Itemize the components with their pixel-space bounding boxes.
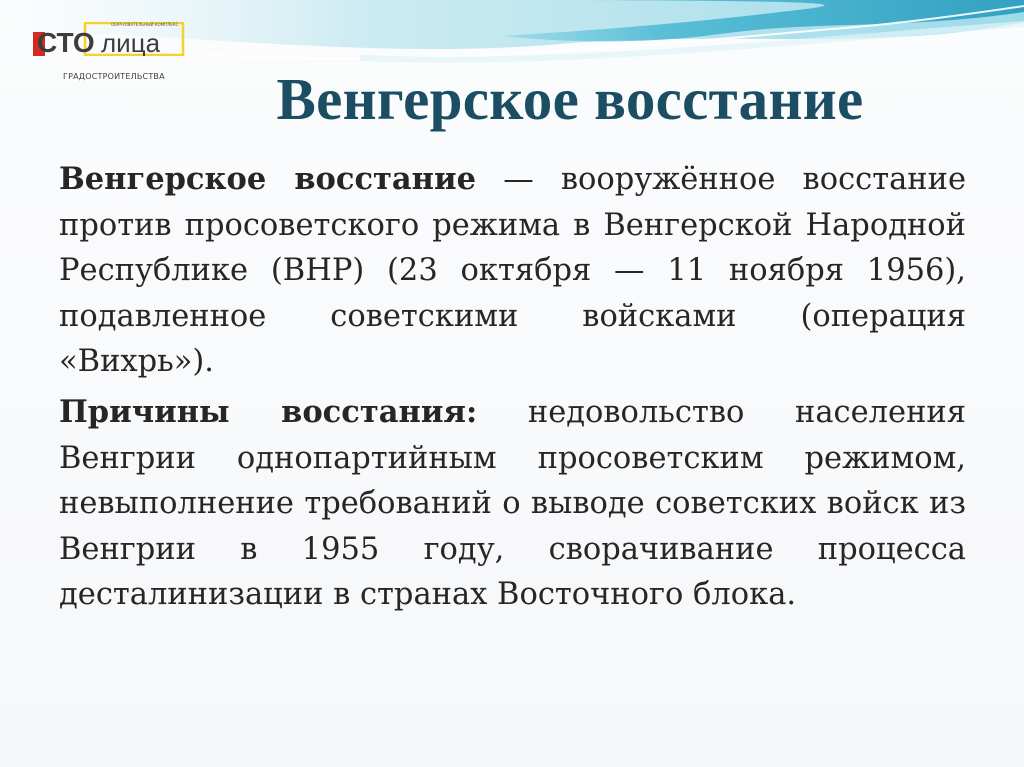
page-title: Венгерское восстание [276,66,864,132]
paragraph-causes [59,390,966,618]
logo-tagline: ОБРАЗОВАТЕЛЬНЫЙ КОМПЛЕКС [111,22,179,27]
paragraph-definition-text: — вооружённое восстание против просоветского режима в Венгерской Народной Республике (ВНР) (23 октября — 11 ноября 1956), подавленное советскими войсками (операция «Вихрь»). [59,162,966,379]
paragraph-causes-text: недовольство населения Венгрии однопартийным просоветским режимом, невыполнение требований о выводе советских войск из Венгрии в 1955 году, сворачивание процесса десталинизации в странах Восточного блока. [59,395,966,612]
logo-brand-prefix: СТО [37,27,95,56]
paragraph-definition [59,157,966,385]
logo-subtitle: ГРАДОСТРОИТЕЛЬСТВА [63,72,165,81]
paragraph-causes-lead: Причины восстания: [59,394,478,430]
paragraph-definition-lead: Венгерское восстание [59,161,477,197]
logo-mark [33,22,185,56]
logo-brand-suffix: лица [101,28,161,56]
